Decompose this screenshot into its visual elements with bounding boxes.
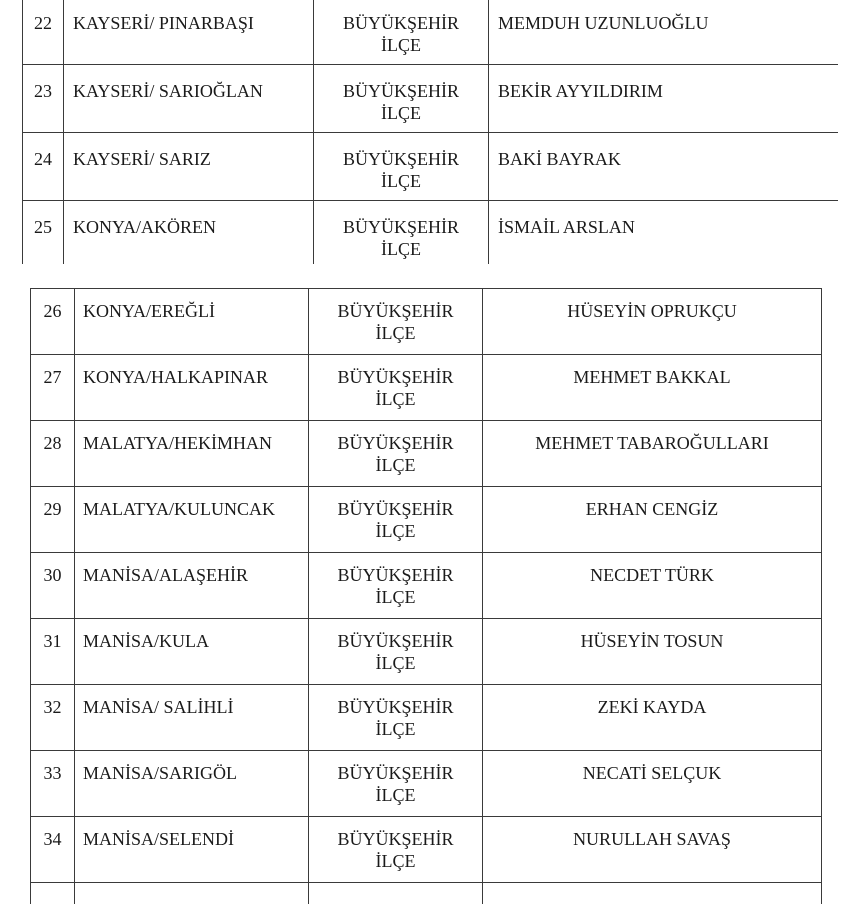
page-gap bbox=[0, 264, 851, 288]
table-row bbox=[23, 133, 839, 201]
province-district: KONYA/EREĞLİ bbox=[75, 289, 309, 355]
row-number: 23 bbox=[23, 65, 64, 133]
type-line-1: BÜYÜKŞEHİR bbox=[309, 564, 482, 586]
row-number: 30 bbox=[31, 553, 75, 619]
type-line-2: İLÇE bbox=[314, 238, 488, 260]
type-line-2: İLÇE bbox=[314, 34, 488, 56]
table-row bbox=[23, 65, 839, 133]
type-line-2: İLÇE bbox=[309, 454, 482, 476]
type-line-2: İLÇE bbox=[309, 586, 482, 608]
type-line-1: BÜYÜKŞEHİR bbox=[309, 366, 482, 388]
municipality-type bbox=[309, 421, 483, 487]
type-line-1: BÜYÜKŞEHİR bbox=[309, 828, 482, 850]
type-line-1: BÜYÜKŞEHİR bbox=[314, 148, 488, 170]
municipality-type bbox=[309, 553, 483, 619]
type-line-2: İLÇE bbox=[309, 520, 482, 542]
table-row bbox=[31, 817, 822, 883]
type-line-2: İLÇE bbox=[309, 718, 482, 740]
type-line-1: BÜYÜKŞEHİR bbox=[309, 300, 482, 322]
type-line-1: BÜYÜKŞEHİR bbox=[309, 696, 482, 718]
municipality-type bbox=[309, 487, 483, 553]
type-line-1: BÜYÜKŞEHİR bbox=[309, 762, 482, 784]
province-district: MALATYA/KULUNCAK bbox=[75, 487, 309, 553]
mayor-name: BEKİR AYYILDIRIM bbox=[489, 65, 839, 133]
municipality-type bbox=[314, 0, 489, 65]
type-line-2: İLÇE bbox=[309, 652, 482, 674]
row-number bbox=[31, 883, 75, 904]
municipality-type bbox=[309, 883, 483, 904]
mayor-name: ERHAN CENGİZ bbox=[483, 487, 822, 553]
mayor-name: NECATİ SELÇUK bbox=[483, 751, 822, 817]
table-row bbox=[31, 685, 822, 751]
type-line-2: İLÇE bbox=[309, 322, 482, 344]
type-line-1: BÜYÜKŞEHİR bbox=[309, 630, 482, 652]
municipality-type bbox=[314, 65, 489, 133]
municipality-type bbox=[314, 133, 489, 201]
table-row-partial bbox=[31, 883, 822, 904]
province-district: KONYA/AKÖREN bbox=[64, 201, 314, 269]
row-number: 22 bbox=[23, 0, 64, 65]
mayor-name: NECDET TÜRK bbox=[483, 553, 822, 619]
province-district: KONYA/HALKAPINAR bbox=[75, 355, 309, 421]
row-number: 33 bbox=[31, 751, 75, 817]
province-district: MALATYA/HEKİMHAN bbox=[75, 421, 309, 487]
province-district: KAYSERİ/ SARIZ bbox=[64, 133, 314, 201]
row-number: 34 bbox=[31, 817, 75, 883]
mayor-name: HÜSEYİN TOSUN bbox=[483, 619, 822, 685]
row-number: 29 bbox=[31, 487, 75, 553]
row-number: 26 bbox=[31, 289, 75, 355]
type-line-1: BÜYÜKŞEHİR bbox=[309, 498, 482, 520]
table-row bbox=[23, 0, 839, 65]
province-district: MANİSA/SARIGÖL bbox=[75, 751, 309, 817]
type-line-1: BÜYÜKŞEHİR bbox=[314, 216, 488, 238]
mayor-name bbox=[483, 883, 822, 904]
mayor-name: MEHMET BAKKAL bbox=[483, 355, 822, 421]
mayor-name: MEHMET TABAROĞULLARI bbox=[483, 421, 822, 487]
municipality-type bbox=[309, 289, 483, 355]
row-number: 28 bbox=[31, 421, 75, 487]
type-line-1: BÜYÜKŞEHİR bbox=[314, 80, 488, 102]
province-district: KAYSERİ/ SARIOĞLAN bbox=[64, 65, 314, 133]
mayor-name: NURULLAH SAVAŞ bbox=[483, 817, 822, 883]
municipality-type bbox=[309, 685, 483, 751]
table-row bbox=[31, 751, 822, 817]
type-line-1: BÜYÜKŞEHİR bbox=[314, 12, 488, 34]
row-number: 27 bbox=[31, 355, 75, 421]
municipality-type bbox=[309, 751, 483, 817]
mayor-list-table-top bbox=[22, 0, 838, 269]
province-district: MANİSA/ALAŞEHİR bbox=[75, 553, 309, 619]
row-number: 25 bbox=[23, 201, 64, 269]
table-row bbox=[31, 421, 822, 487]
mayor-name: BAKİ BAYRAK bbox=[489, 133, 839, 201]
table-row bbox=[31, 289, 822, 355]
type-line-2: İLÇE bbox=[309, 784, 482, 806]
row-number: 24 bbox=[23, 133, 64, 201]
province-district: MANİSA/ SALİHLİ bbox=[75, 685, 309, 751]
type-line-2: İLÇE bbox=[314, 102, 488, 124]
type-line-1: BÜYÜKŞEHİR bbox=[309, 432, 482, 454]
table-row bbox=[31, 487, 822, 553]
mayor-list-table-bottom bbox=[30, 288, 822, 904]
mayor-name: İSMAİL ARSLAN bbox=[489, 201, 839, 269]
municipality-type bbox=[309, 355, 483, 421]
table-row bbox=[23, 201, 839, 269]
municipality-type bbox=[309, 817, 483, 883]
municipality-type bbox=[314, 201, 489, 269]
table-row bbox=[31, 553, 822, 619]
table-row bbox=[31, 619, 822, 685]
mayor-name: MEMDUH UZUNLUOĞLU bbox=[489, 0, 839, 65]
mayor-name: ZEKİ KAYDA bbox=[483, 685, 822, 751]
type-line-2: İLÇE bbox=[309, 388, 482, 410]
province-district: MANİSA/SELENDİ bbox=[75, 817, 309, 883]
municipality-type bbox=[309, 619, 483, 685]
row-number: 32 bbox=[31, 685, 75, 751]
province-district: MANİSA/KULA bbox=[75, 619, 309, 685]
province-district: KAYSERİ/ PINARBAŞI bbox=[64, 0, 314, 65]
type-line-2: İLÇE bbox=[314, 170, 488, 192]
mayor-name: HÜSEYİN OPRUKÇU bbox=[483, 289, 822, 355]
table-row bbox=[31, 355, 822, 421]
type-line-2: İLÇE bbox=[309, 850, 482, 872]
province-district bbox=[75, 883, 309, 904]
row-number: 31 bbox=[31, 619, 75, 685]
